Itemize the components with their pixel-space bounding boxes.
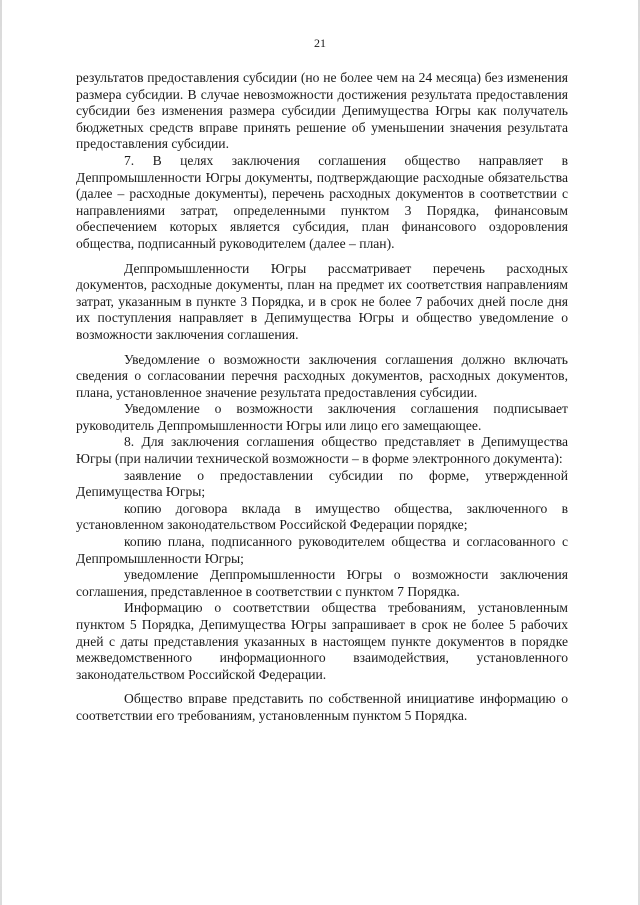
document-body xyxy=(76,70,568,725)
paragraph-notice-content: Уведомление о возможности заключения соглашения должно включать сведения о согласовании перечня расходных документов, расходных документов, плана, установленное значение результата предоставления субсидии. xyxy=(76,351,568,400)
paragraph-item-7: 7. В целях заключения соглашения общество направляет в Деппромышленности Югры документы, подтверждающие расходные обязательства (далее – расходные документы), перечень расходных документов в соответствии с направлениями затрат, определенными пунктом 3 Порядка, финансовым обеспечением которых является субсидия, план финансового оздоровления общества, подписанный руководителем (далее – план). xyxy=(76,152,568,251)
paragraph-interagency-request: Информацию о соответствии общества требованиям, установленным пунктом 5 Порядка, Депимущества Югры запрашивает в срок не более 5 рабочих дней с даты представления указанных в настоящем пункте документов в порядке межведомственного информационного взаимодействия, установленного законодательством Российской Федерации. xyxy=(76,600,568,682)
paragraph-notice-signer: Уведомление о возможности заключения соглашения подписывает руководитель Деппромышленности Югры или лицо его замещающее. xyxy=(76,401,568,433)
list-item-contract-copy: копию договора вклада в имущество общества, заключенного в установленном законодательством Российской Федерации порядке; xyxy=(76,500,568,533)
paragraph-item-8: 8. Для заключения соглашения общество представляет в Депимущества Югры (при наличии технической возможности – в форме электронного документа): xyxy=(76,434,568,467)
paragraph-own-initiative: Общество вправе представить по собственной инициативе информацию о соответствии его требованиям, установленным пунктом 5 Порядка. xyxy=(76,691,568,723)
scan-edge-left xyxy=(0,0,2,905)
paragraph-review: Деппромышленности Югры рассматривает перечень расходных документов, расходные документы, план на предмет их соответствия направлениям затрат, указанным в пункте 3 Порядка, и в срок не более 7 рабочих дней после дня их поступления направляет в Депимущества Югры и общество уведомление о возможности заключения соглашения. xyxy=(76,260,568,342)
paragraph-continuation: результатов предоставления субсидии (но не более чем на 24 месяца) без изменения размера субсидии. В случае невозможности достижения результата предоставления субсидии без изменения размера субсидии Депимущества Югры как получатель бюджетных средств вправе принять решение об уменьшении значения результата предоставления субсидии. xyxy=(76,70,568,152)
page-number: 21 xyxy=(314,36,326,50)
list-item-plan-copy: копию плана, подписанного руководителем общества и согласованного с Деппромышленности Югры; xyxy=(76,534,568,566)
list-item-application: заявление о предоставлении субсидии по форме, утвержденной Депимущества Югры; xyxy=(76,467,568,500)
list-item-notice: уведомление Деппромышленности Югры о возможности заключения соглашения, представленное в соответствии с пунктом 7 Порядка. xyxy=(76,567,568,599)
